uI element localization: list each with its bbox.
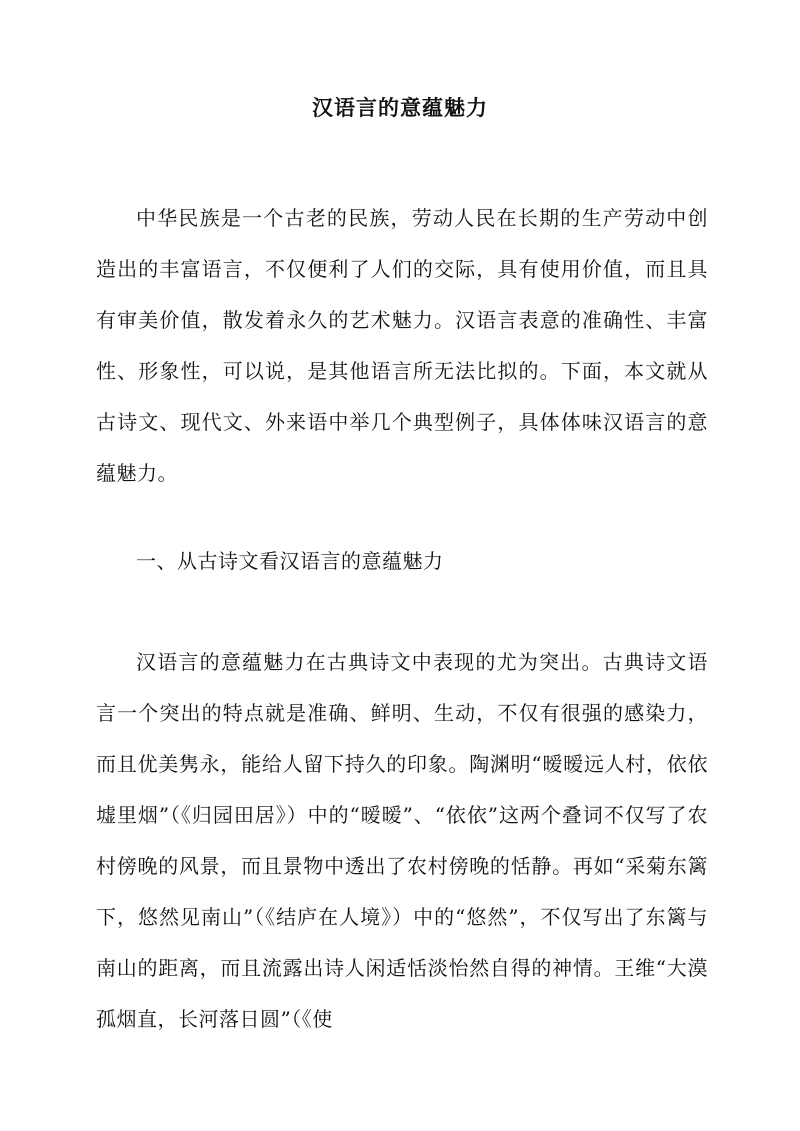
intro-paragraph: 中华民族是一个古老的民族，劳动人民在长期的生产劳动中创造出的丰富语言，不仅便利了人们的交际，具有使用价值，而且具有审美价值，散发着永久的艺术魅力。汉语言表意的准确性、丰富性、形象性，可以说，是其他语言所无法比拟的。下面，本文就从古诗文、现代文、外来语中举几个典型例子，具体体味汉语言的意蕴魅力。: [96, 206, 708, 485]
document-title: 汉语言的意蕴魅力: [312, 95, 488, 120]
section-paragraph: 汉语言的意蕴魅力在古典诗文中表现的尤为突出。古典诗文语言一个突出的特点就是准确、鲜明、生动，不仅有很强的感染力，而且优美隽永，能给人留下持久的印象。陶渊明“暧暧远人村，依依墟里烟”（《归园田居》）中的“暧暧”、“依依”这两个叠词不仅写了农村傍晚的风景，而且景物中透出了农村傍晚的恬静。再如“采菊东篱下，悠然见南山”（《结庐在人境》）中的“悠然”，不仅写出了东篱与南山的距离，而且流露出诗人闲适恬淡怡然自得的神情。王维“大漠孤烟直，长河落日圆”（《使: [96, 650, 708, 1031]
section-heading: 一、从古诗文看汉语言的意蕴魅力: [136, 549, 444, 573]
